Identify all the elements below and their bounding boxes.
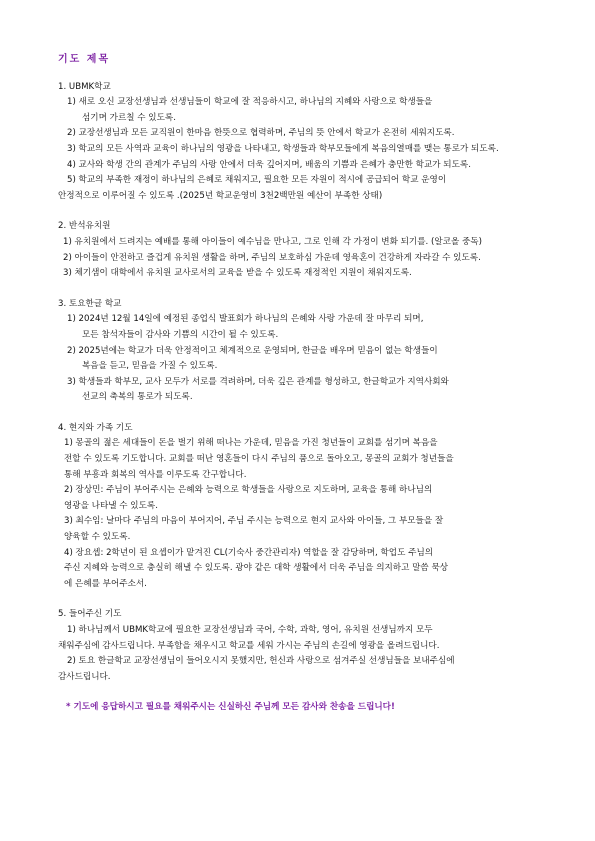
prayer-item-line: 1) 몽골의 젊은 세대들이 돈을 벌기 위해 떠나는 가운데, 믿음을 가진 청년들이 교회를 섬기며 복음을 (64, 438, 438, 449)
section-heading: 5. 들어주신 기도 (58, 609, 122, 620)
prayer-item-line: 2) 2025년에는 학교가 더욱 안정적이고 체계적으로 운영되며, 한글을 배우며 믿음이 없는 학생들이 (67, 345, 438, 356)
prayer-item-line: 2) 아이들이 안전하고 즐겁게 유치원 생활을 하며, 주님의 보호하심 가운데 영육혼이 건강하게 자라갈 수 있도록. (63, 252, 481, 263)
prayer-item (58, 266, 559, 282)
prayer-item-continuation: 채워주심에 감사드립니다. 부족함을 채우시고 학교를 세워 가시는 주님의 손길에 영광을 올려드립니다. (58, 640, 440, 651)
prayer-item (58, 142, 559, 158)
prayer-item-continuation: 선교의 축복의 통로가 되도록. (82, 392, 193, 403)
prayer-item-continuation: 모든 참석자들이 감사와 기쁨의 시간이 될 수 있도록. (82, 329, 279, 340)
section-kindergarten (58, 219, 559, 281)
prayer-item (58, 654, 559, 685)
prayer-item-continuation: 복음을 듣고, 믿음을 가질 수 있도록. (82, 361, 218, 372)
prayer-item (58, 436, 559, 483)
prayer-item-line: 4) 장요셉: 2학년이 된 요셉이가 맡겨진 CL(기숙사 중간관리자) 역할을 잘 감당하며, 학업도 주님의 (64, 547, 434, 558)
prayer-item-line: 1) 유치원에서 드려지는 예배를 통해 아이들이 예수님을 만나고, 그로 인해 각 가정이 변화 되기를. (알코올 중독) (63, 236, 482, 247)
section-heading: 4. 현지와 가족 기도 (58, 422, 133, 433)
prayer-item-line: 5) 학교의 부족한 재정이 하나님의 은혜로 채워지고, 필요한 모든 자원이 적시에 공급되어 학교 운영이 (67, 175, 447, 186)
prayer-item-continuation: 섬기며 가르칠 수 있도록. (82, 112, 176, 123)
section-heading: 1. UBMK학교 (58, 81, 111, 92)
prayer-item-continuation: 안정적으로 이루어질 수 있도록 .(2025년 학교운영비 3천2백만원 예산이 부족한 상태) (58, 190, 383, 201)
prayer-item-line: 3) 학생들과 학부모, 교사 모두가 서로를 격려하며, 더욱 깊은 관계를 형성하고, 한글학교가 지역사회와 (67, 376, 449, 387)
prayer-item (58, 344, 559, 375)
prayer-item-line: 4) 교사와 학생 간의 관계가 주님의 사랑 안에서 더욱 깊어지며, 배움의 기쁨과 은혜가 충만한 학교가 되도록. (67, 159, 471, 170)
prayer-item (58, 235, 559, 251)
prayer-item-continuation: 감사드립니다. (58, 671, 111, 682)
prayer-item (58, 546, 559, 593)
prayer-item-continuation: 영광을 나타낼 수 있도록. (64, 500, 158, 511)
prayer-item-continuation: 에 은혜를 부어주소서. (64, 578, 147, 589)
prayer-item-line: 1) 2024년 12월 14일에 예정된 종업식 발표회가 하나님의 은혜와 사랑 가운데 잘 마무리 되며, (67, 314, 424, 325)
prayer-item-line: 1) 하나님께서 UBMK학교에 필요한 교장선생님과 국어, 수학, 과학, 영어, 유치원 선생님까지 모두 (67, 625, 433, 635)
prayer-item-line: 3) 학교의 모든 사역과 교육이 하나님의 영광을 나타내고, 학생들과 학부모들에게 복음의열매를 맺는 통로가 되도록. (67, 143, 499, 154)
prayer-item (58, 251, 559, 267)
prayer-item (58, 126, 559, 142)
prayer-item-continuation: 통해 부흥과 회복의 역사를 이루도록 간구합니다. (64, 469, 247, 480)
prayer-item (58, 158, 559, 174)
document-title: 기도 제목 (58, 54, 111, 65)
prayer-item-continuation: 전할 수 있도록 기도합니다. 교회를 떠난 영혼들이 다시 주님의 품으로 돌아오고, 몽골의 교회가 청년들을 (64, 454, 454, 465)
prayer-item-continuation: 양육할 수 있도록. (64, 532, 131, 543)
section-heading: 2. 반석유치원 (58, 221, 111, 232)
section-saturday-korean-school (58, 297, 559, 406)
prayer-item (58, 375, 559, 406)
prayer-item (58, 483, 559, 514)
prayer-item-line: 2) 교장선생님과 모든 교직원이 한마음 한뜻으로 협력하며, 주님의 뜻 안에서 학교가 온전히 세워지도록. (67, 128, 455, 139)
prayer-item-line: 2) 장상민: 주님이 부어주시는 은혜와 능력으로 학생들을 사랑으로 지도하며, 교육을 통해 하나님의 (64, 485, 433, 496)
prayer-item (58, 514, 559, 545)
section-answered-prayers (58, 607, 559, 685)
prayer-item (58, 312, 559, 343)
prayer-item (58, 623, 559, 654)
section-local-and-family (58, 421, 559, 593)
prayer-item (58, 95, 559, 126)
prayer-item-line: 2) 토요 한글학교 교장선생님이 들어오시지 못했지만, 헌신과 사랑으로 섬겨주실 선생님들을 보내주심에 (67, 656, 455, 667)
section-heading: 3. 토요한글 학교 (58, 298, 122, 309)
prayer-item-line: 3) 최수임: 날마다 주님의 마음이 부어지어, 주님 주시는 능력으로 현지 교사와 아이들, 그 부모들을 잘 (64, 516, 444, 527)
section-ubmk-school (58, 80, 559, 205)
prayer-item-line: 1) 새로 오신 교장선생님과 선생님들이 학교에 잘 적응하시고, 하나님의 지혜와 사랑으로 학생들을 (67, 97, 433, 108)
prayer-item-continuation: 주신 지혜와 능력으로 충실히 해낼 수 있도록. 광야 같은 대학 생활에서 더욱 주님을 의지하고 말씀 묵상 (64, 563, 449, 574)
closing-note: * 기도에 응답하시고 필요를 채워주시는 신실하신 주님께 모든 감사와 찬송을 드립니다! (66, 702, 395, 713)
prayer-item-line: 3) 체기샘이 대학에서 유치원 교사로서의 교육을 받을 수 있도록 재정적인 지원이 채워지도록. (63, 268, 412, 279)
prayer-item (58, 173, 559, 204)
